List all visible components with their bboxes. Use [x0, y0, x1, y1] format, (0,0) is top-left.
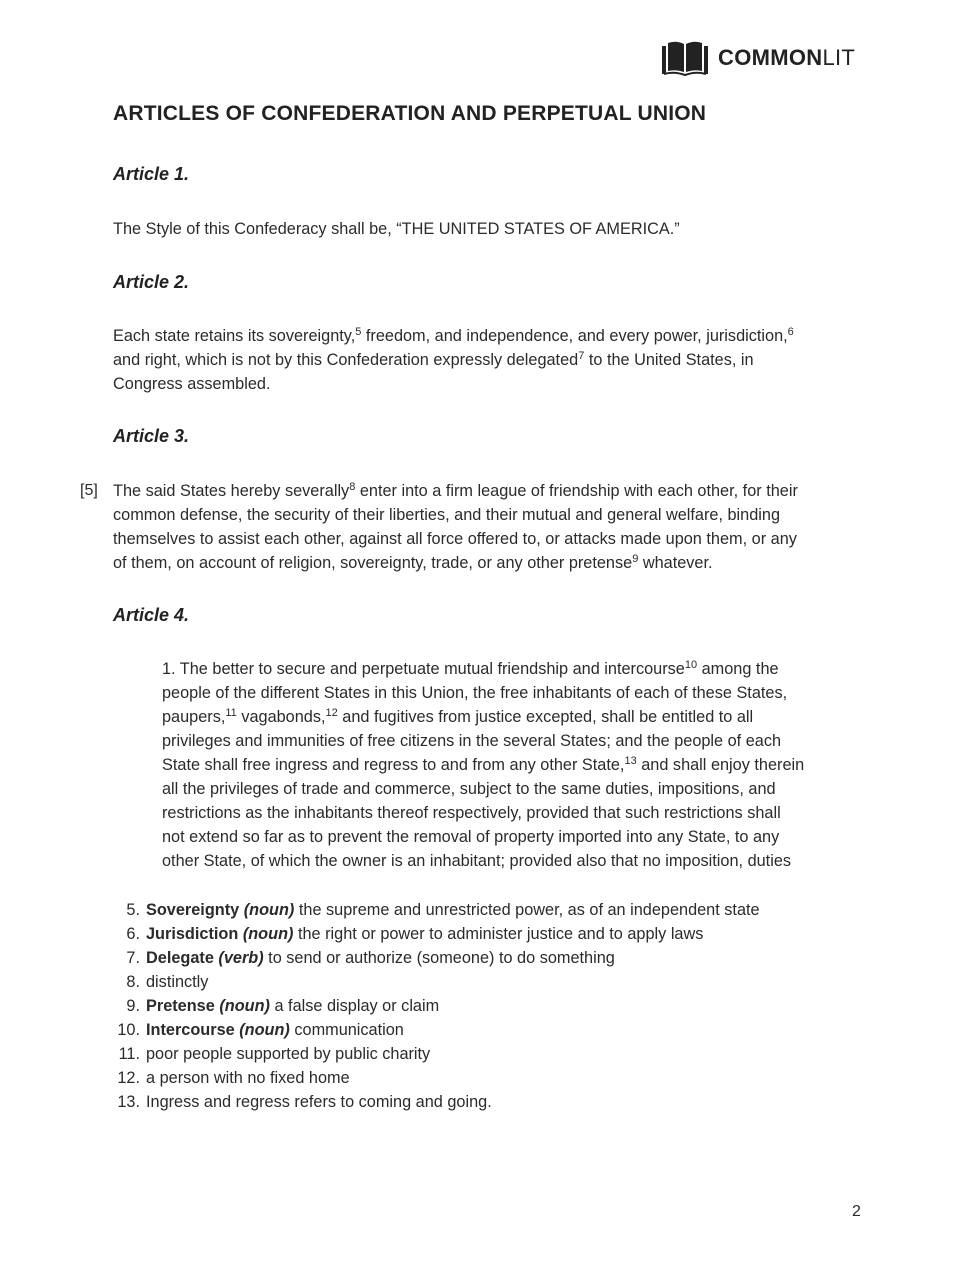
footnote-definition: a false display or claim — [269, 997, 440, 1015]
article-1-heading: Article 1. — [113, 164, 190, 184]
footnote-number: 10. — [117, 1021, 140, 1039]
text-segment: freedom, and independence, and every power, jurisdiction, — [361, 327, 788, 345]
footnote-number: 5. — [126, 901, 140, 919]
footnote-item — [108, 994, 760, 1018]
footnote-ref: 6 — [787, 326, 794, 338]
footnote-body — [146, 970, 208, 994]
footnote-item — [108, 1090, 760, 1114]
text-line — [162, 825, 804, 849]
text-segment: all the privileges of trade and commerce, subject to the same duties, impositions, and — [162, 780, 776, 798]
text-line — [162, 681, 804, 705]
footnote-ref: 5 — [355, 326, 362, 338]
footnote-body — [146, 922, 703, 946]
footnote-term: Pretense — [146, 997, 215, 1015]
article-1-text — [113, 217, 680, 241]
text-segment: not extend so far as to prevent the removal of property imported into any State, to any — [162, 828, 780, 846]
footnote-pos: (noun) — [219, 997, 270, 1015]
text-segment: Each state retains its sovereignty, — [113, 327, 356, 345]
text-line — [113, 217, 680, 241]
book-icon — [662, 40, 708, 76]
text-line — [113, 551, 798, 575]
footnote-term: Jurisdiction — [146, 925, 239, 943]
text-segment: Congress assembled. — [113, 375, 271, 393]
footnote-number: 12. — [117, 1069, 140, 1087]
text-line — [162, 753, 804, 777]
footnote-ref: 9 — [632, 553, 639, 565]
text-segment: other State, of which the owner is an inhabitant; provided also that no imposition, duties — [162, 852, 792, 870]
text-segment: and shall enjoy therein — [636, 756, 805, 774]
footnote-ref: 10 — [684, 659, 698, 671]
footnote-ref: 7 — [578, 350, 585, 362]
footnote-definition: the right or power to administer justice and to apply laws — [293, 925, 704, 943]
footnote-term: Sovereignty — [146, 901, 240, 919]
footnote-body — [146, 994, 439, 1018]
text-segment: people of the different States in this Union, the free inhabitants of each of these States, — [162, 684, 788, 702]
footnote-body — [146, 1042, 430, 1066]
article-4-heading: Article 4. — [113, 605, 190, 625]
text-segment: 1. The better to secure and perpetuate mutual friendship and intercourse — [162, 660, 685, 678]
text-line — [113, 527, 798, 551]
text-line — [162, 729, 804, 753]
text-segment: to the United States, in — [584, 351, 754, 369]
footnote-pos: (noun) — [243, 901, 295, 919]
text-segment: privileges and immunities of free citizens in the several States; and the people of each — [162, 732, 782, 750]
footnote-definition: a person with no fixed home — [146, 1069, 350, 1087]
text-line — [113, 348, 794, 372]
text-line — [162, 849, 804, 873]
text-line — [113, 479, 798, 503]
footnote-definition: the supreme and unrestricted power, as of an independent state — [294, 901, 760, 919]
text-segment: themselves to assist each other, against all force offered to, or attacks made upon them, or any — [113, 530, 797, 548]
document-title: ARTICLES OF CONFEDERATION AND PERPETUAL UNION — [113, 102, 707, 125]
footnote-item — [108, 1066, 760, 1090]
footnote-number: 13. — [117, 1093, 140, 1111]
text-segment: paupers, — [162, 708, 226, 726]
text-segment: common defense, the security of their liberties, and their mutual and general welfare, binding — [113, 506, 780, 524]
text-line — [113, 503, 798, 527]
text-segment: restrictions as the inhabitants thereof respectively, provided that such restrictions shall — [162, 804, 781, 822]
text-segment: whatever. — [638, 554, 713, 572]
text-line — [113, 324, 794, 348]
article-4-text — [162, 657, 804, 873]
footnote-item — [108, 970, 760, 994]
text-segment: among the — [697, 660, 779, 678]
footnote-body — [146, 898, 760, 922]
text-segment: enter into a firm league of friendship with each other, for their — [355, 482, 798, 500]
footnote-ref: 12 — [325, 707, 338, 719]
footnotes-list — [108, 898, 760, 1114]
footnote-item — [108, 922, 760, 946]
footnote-item — [108, 1018, 760, 1042]
footnote-body — [146, 946, 615, 970]
text-line — [162, 705, 804, 729]
footnote-number: 7. — [126, 949, 140, 967]
paragraph-number: [5] — [80, 482, 98, 499]
text-line — [162, 801, 804, 825]
article-3-heading: Article 3. — [113, 426, 190, 446]
article-2-text — [113, 324, 794, 396]
article-3-text — [113, 479, 798, 575]
footnote-number: 8. — [126, 973, 140, 991]
footnote-item — [108, 946, 760, 970]
commonlit-logo — [662, 40, 855, 76]
text-segment: The said States hereby severally — [113, 482, 350, 500]
logo-text-bold: COMMON — [718, 45, 823, 70]
text-line — [162, 777, 804, 801]
footnote-term: Intercourse — [146, 1021, 235, 1039]
text-segment: State shall free ingress and regress to and from any other State, — [162, 756, 625, 774]
text-segment: and fugitives from justice excepted, shall be entitled to all — [337, 708, 754, 726]
logo-text-light: LIT — [822, 45, 856, 70]
footnote-body — [146, 1018, 404, 1042]
text-line — [113, 372, 794, 396]
text-segment: of them, on account of religion, sovereignty, trade, or any other pretense — [113, 554, 633, 572]
footnote-item — [108, 898, 760, 922]
text-line — [162, 657, 804, 681]
text-segment: vagabonds, — [236, 708, 326, 726]
footnote-number: 9. — [126, 997, 140, 1015]
footnote-ref: 11 — [225, 707, 237, 719]
text-segment: The Style of this Confederacy shall be, “THE UNITED STATES OF AMERICA.” — [113, 220, 680, 238]
footnote-body — [146, 1090, 492, 1114]
footnote-item — [108, 1042, 760, 1066]
footnote-term: Delegate — [146, 949, 214, 967]
footnote-pos: (noun) — [242, 925, 294, 943]
footnote-number: 6. — [126, 925, 140, 943]
footnote-number: 11. — [118, 1045, 140, 1063]
footnote-ref: 8 — [349, 481, 356, 493]
text-segment: and right, which is not by this Confederation expressly delegated — [113, 351, 579, 369]
footnote-definition: distinctly — [146, 973, 209, 991]
footnote-body — [146, 1066, 350, 1090]
footnote-definition: to send or authorize (someone) to do something — [263, 949, 615, 967]
footnote-ref: 13 — [624, 755, 637, 767]
footnote-definition: poor people supported by public charity — [146, 1045, 431, 1063]
footnote-pos: (noun) — [239, 1021, 290, 1039]
article-2-heading: Article 2. — [113, 272, 190, 292]
footnote-pos: (verb) — [218, 949, 264, 967]
footnote-definition: Ingress and regress refers to coming and going. — [146, 1093, 492, 1111]
footnote-definition: communication — [289, 1021, 404, 1039]
logo-text — [718, 45, 855, 71]
page-number: 2 — [852, 1203, 861, 1220]
